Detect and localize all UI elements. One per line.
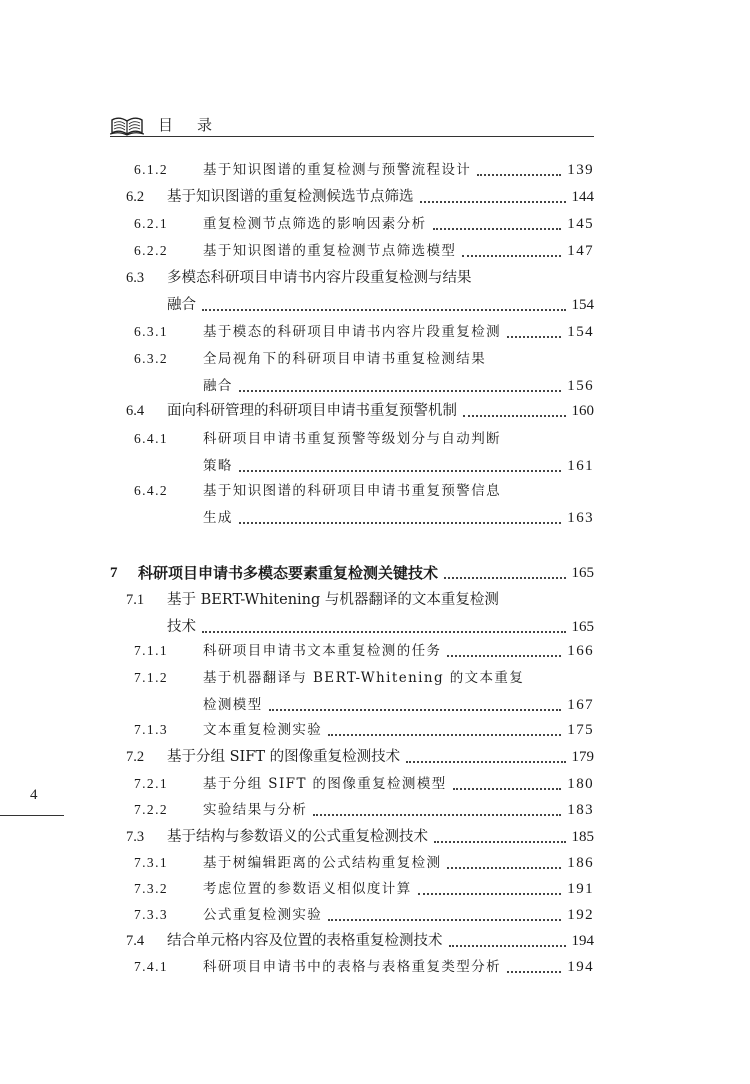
- toc-entry-title: 全局视角下的科研项目申请书重复检测结果: [203, 351, 487, 367]
- toc-entry[interactable]: [126, 588, 594, 612]
- toc-entry-title: 面向科研管理的科研项目申请书重复预警机制: [167, 403, 457, 419]
- toc-entry-title: 科研项目申请书中的表格与表格重复类型分析: [203, 959, 501, 975]
- toc-entry-page: 160: [571, 403, 594, 419]
- toc-entry-number: 6.2.1: [134, 216, 168, 231]
- toc-entry-continuation[interactable]: [203, 693, 594, 717]
- toc-entry-number: 6.3.2: [134, 351, 168, 366]
- toc-entry[interactable]: [126, 185, 594, 209]
- dot-leader: [202, 631, 566, 633]
- dot-leader: [328, 919, 561, 921]
- toc-entry-title: 基于知识图谱的重复检测候选节点筛选: [167, 189, 414, 205]
- toc-entry[interactable]: [134, 851, 594, 875]
- dot-leader: [406, 761, 565, 763]
- dot-leader: [463, 415, 566, 417]
- margin-rule: [0, 815, 64, 816]
- dot-leader: [418, 893, 562, 895]
- toc-entry-page: 179: [571, 749, 594, 765]
- toc-entry-number: 7: [110, 565, 118, 581]
- toc-entry-title-continued: 融合: [203, 378, 233, 394]
- toc-entry-page: 167: [567, 697, 594, 713]
- dot-leader: [507, 971, 561, 973]
- toc-entry-number: 7.3.2: [134, 881, 168, 896]
- dot-leader: [239, 390, 561, 392]
- open-book-icon: [110, 114, 144, 136]
- toc-entry-page: 145: [567, 216, 594, 232]
- toc-entry-title-continued: 生成: [203, 510, 233, 526]
- toc-entry[interactable]: [134, 772, 594, 796]
- toc-entry-page: 191: [567, 881, 594, 897]
- toc-entry-page: 163: [567, 510, 594, 526]
- toc-entry-number: 7.2: [126, 749, 145, 765]
- dot-leader: [420, 201, 566, 203]
- dot-leader: [434, 841, 566, 843]
- toc-entry-title: 科研项目申请书重复预警等级划分与自动判断: [203, 431, 501, 447]
- toc-entry-number: 7.2.2: [134, 802, 168, 817]
- toc-entry-continuation[interactable]: [203, 454, 594, 478]
- toc-entry-page: 161: [567, 458, 594, 474]
- dot-leader: [462, 255, 561, 257]
- toc-entry-page: 154: [571, 297, 594, 313]
- toc-entry-page: 147: [567, 243, 594, 259]
- dot-leader: [433, 228, 562, 230]
- toc-entry[interactable]: [134, 212, 594, 236]
- toc-entry-number: 7.1.1: [134, 643, 168, 658]
- toc-entry-title: 科研项目申请书多模态要素重复检测关键技术: [138, 564, 439, 582]
- toc-entry-page: 139: [567, 162, 594, 178]
- toc-entry-title: 基于树编辑距离的公式结构重复检测: [203, 855, 442, 871]
- header-title: 目 录: [158, 116, 215, 134]
- toc-entry[interactable]: [134, 427, 594, 451]
- toc-entry-number: 6.3: [126, 270, 145, 286]
- toc-entry-number: 7.1: [126, 592, 145, 608]
- toc-entry-page: 194: [571, 933, 594, 949]
- toc-entry-title: 基于结构与参数语义的公式重复检测技术: [167, 829, 428, 845]
- toc-entry-title: 基于分组 SIFT 的图像重复检测技术: [167, 749, 401, 765]
- toc-entry-page: 185: [571, 829, 594, 845]
- toc-entry-title: 实验结果与分析: [203, 802, 308, 818]
- toc-entry-title: 科研项目申请书文本重复检测的任务: [203, 643, 442, 659]
- toc-entry-number: 6.1.2: [134, 162, 168, 177]
- toc-entry[interactable]: [134, 239, 594, 263]
- toc-entry-title: 基于模态的科研项目申请书内容片段重复检测: [203, 324, 501, 340]
- toc-entry-page: 186: [567, 855, 594, 871]
- toc-entry-number: 6.4.2: [134, 483, 168, 498]
- toc-entry-page: 192: [567, 907, 594, 923]
- toc-entry-number: 7.4: [126, 933, 145, 949]
- toc-entry-number: 6.4: [126, 403, 145, 419]
- header-rule: [110, 136, 594, 137]
- toc-entry-title-continued: 技术: [167, 619, 196, 635]
- toc-entry-number: 6.4.1: [134, 431, 168, 446]
- toc-entry-page: 144: [571, 189, 594, 205]
- toc-entry-continuation[interactable]: [167, 293, 594, 317]
- toc-entry-title: 重复检测节点筛选的影响因素分析: [203, 216, 427, 232]
- toc-entry[interactable]: [126, 745, 594, 769]
- toc-entry-number: 6.2.2: [134, 243, 168, 258]
- toc-entry-title-continued: 策略: [203, 458, 233, 474]
- toc-entry-number: 7.4.1: [134, 959, 168, 974]
- toc-entry[interactable]: [134, 639, 594, 663]
- toc-entry[interactable]: [134, 718, 594, 742]
- dot-leader: [507, 336, 561, 338]
- toc-entry[interactable]: [126, 266, 594, 290]
- toc-entry-title: 基于知识图谱的科研项目申请书重复预警信息: [203, 483, 501, 499]
- toc-entry-title: 基于分组 SIFT 的图像重复检测模型: [203, 776, 447, 792]
- dot-leader: [269, 709, 562, 711]
- toc-entry-title: 公式重复检测实验: [203, 907, 323, 923]
- dot-leader: [477, 174, 561, 176]
- toc-entry[interactable]: [126, 825, 594, 849]
- toc-entry-title: 考虑位置的参数语义相似度计算: [203, 881, 412, 897]
- dot-leader: [202, 309, 566, 311]
- dot-leader: [453, 788, 562, 790]
- toc-entry-number: 7.3: [126, 829, 145, 845]
- toc-entry-page: 165: [571, 565, 594, 581]
- toc-entry-title: 基于 BERT-Whitening 与机器翻译的文本重复检测: [167, 592, 499, 608]
- toc-entry-title-continued: 检测模型: [203, 697, 263, 713]
- toc-entry-title: 结合单元格内容及位置的表格重复检测技术: [167, 933, 443, 949]
- toc-entry-page: 156: [567, 378, 594, 394]
- toc-entry-page: 180: [567, 776, 594, 792]
- dot-leader: [449, 945, 566, 947]
- toc-entry-number: 6.2: [126, 189, 145, 205]
- toc-entry-page: 165: [571, 619, 594, 635]
- toc-entry[interactable]: [134, 955, 594, 979]
- toc-entry-page: 175: [567, 722, 594, 738]
- dot-leader: [239, 470, 561, 472]
- toc-entry-number: 6.3.1: [134, 324, 168, 339]
- toc-entry-title: 基于知识图谱的重复检测节点筛选模型: [203, 243, 457, 259]
- toc-entry-continuation[interactable]: [203, 506, 594, 530]
- toc-entry[interactable]: [134, 877, 594, 901]
- toc-entry[interactable]: [134, 158, 594, 182]
- toc-entry[interactable]: [134, 798, 594, 822]
- toc-entry[interactable]: [126, 399, 594, 423]
- toc-entry-number: 7.3.1: [134, 855, 168, 870]
- toc-entry-continuation[interactable]: [167, 615, 594, 639]
- toc-entry-number: 7.2.1: [134, 776, 168, 791]
- toc-entry-page: 166: [567, 643, 594, 659]
- toc-entry[interactable]: [126, 929, 594, 953]
- toc-entry[interactable]: [134, 347, 594, 371]
- toc-entry-page: 194: [567, 959, 594, 975]
- running-header: [110, 112, 594, 138]
- toc-entry-title-continued: 融合: [167, 297, 196, 313]
- dot-leader: [444, 577, 565, 579]
- toc-entry[interactable]: [134, 666, 594, 690]
- toc-entry[interactable]: [134, 479, 594, 503]
- toc-entry[interactable]: [110, 561, 594, 585]
- page-number: 4: [30, 787, 38, 803]
- toc-entry-number: 7.1.2: [134, 670, 168, 685]
- toc-entry-title: 多模态科研项目申请书内容片段重复检测与结果: [167, 270, 472, 286]
- toc-entry-continuation[interactable]: [203, 374, 594, 398]
- dot-leader: [313, 814, 561, 816]
- dot-leader: [447, 867, 561, 869]
- toc-entry-number: 7.3.3: [134, 907, 168, 922]
- toc-entry-title: 基于机器翻译与 BERT-Whitening 的文本重复: [203, 670, 525, 686]
- dot-leader: [328, 734, 561, 736]
- toc-entry-page: 154: [567, 324, 594, 340]
- toc-entry[interactable]: [134, 320, 594, 344]
- toc-entry-title: 基于知识图谱的重复检测与预警流程设计: [203, 162, 472, 178]
- toc-entry-page: 183: [567, 802, 594, 818]
- dot-leader: [447, 655, 561, 657]
- dot-leader: [239, 522, 561, 524]
- toc-entry[interactable]: [134, 903, 594, 927]
- toc-entry-number: 7.1.3: [134, 722, 168, 737]
- toc-entry-title: 文本重复检测实验: [203, 722, 323, 738]
